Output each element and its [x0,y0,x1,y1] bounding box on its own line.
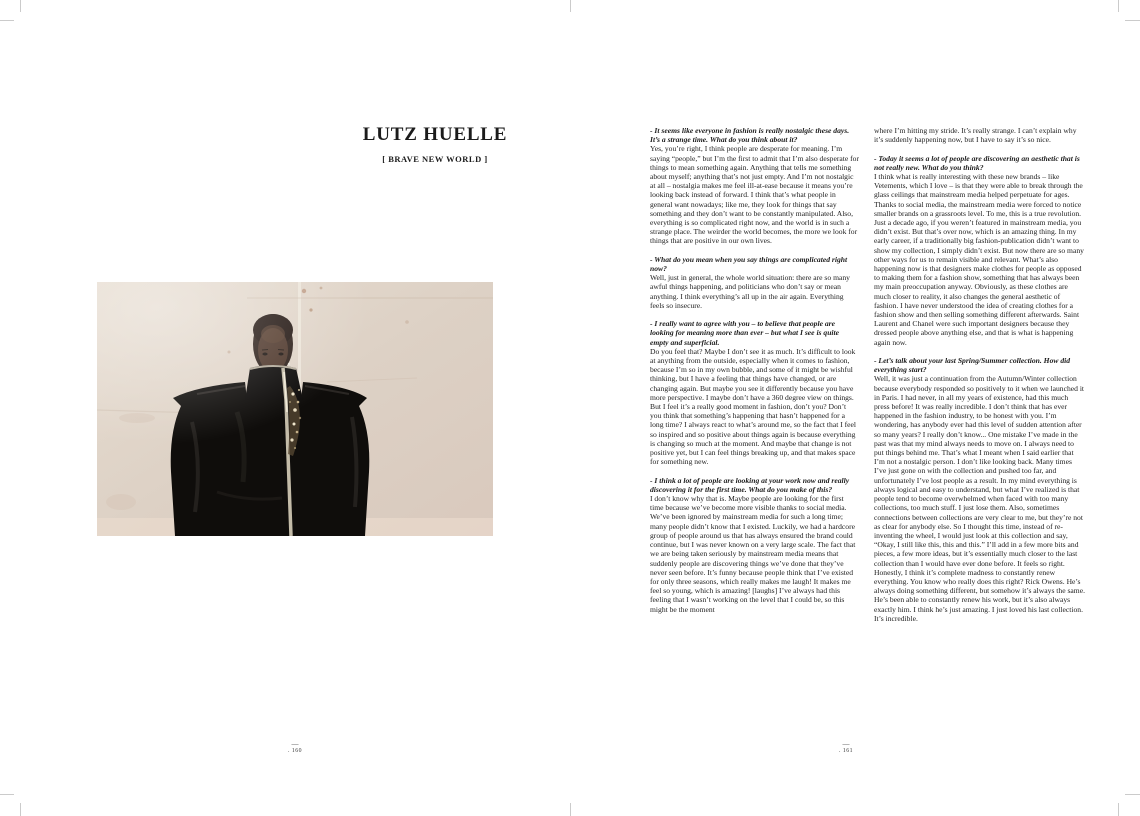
interview-answer: Yes, you’re right, I think people are desperate for meaning. I’m saying “people,” but I’m the first to admit that I’m also desperate for things to mean something again. Anything that tells me something about myself; anything that’s not just empty. And I’m not nostalgic at all – nostalgia makes me feel ill-at-ease because it means you’re looking back instead of forward. I think that’s what people in general want nowadays; like me, they look for things that say something and they don’t want to be constantly manipulated. Also, everything is so complicated right now, and the world is in such a strange place. The weirder the world becomes, the more we look for things that are positive in our own lives. [650,144,859,246]
interview-column-1 [650,126,859,614]
crop-mark [0,794,14,795]
editorial-photo [97,282,493,536]
interview-answer: Well, just in general, the whole world situation: there are so many awful things happening, and politicians who don’t say or mean anything. I think everything’s all up in the air again. Everything feels so insecure. [650,273,850,310]
interview-column-2 [874,126,1085,623]
folio-dash: — [291,740,299,748]
article-header [330,124,540,164]
crop-mark [1125,20,1140,21]
page-number: . 160 [287,748,303,754]
crop-mark [1118,0,1119,12]
interview-answer: I think what is really interesting with these new brands – like Vetements, which I love – is that they were able to break through the glass ceilings that mainstream media helped perpetuate for ages. Thanks to social media, the mainstream media were forced to notice smaller brands on a grassroots level. To me, this is a true revolution. Just a decade ago, if you weren’t featured in mainstream media, you didn’t exist. But that’s over now, which is an amazing thing. In my early career, if a traditionally big fashion-publication didn’t want to show my collection, I simply didn’t exist. But now there are so many other ways for us to remain visible and relevant. What’s also happening now is that designers make clothes for people as opposed to making them for a fashion show, something that has always been my main preoccupation anyway. Obviously, as these clothes are much closer to reality, it also changes the general aesthetic of fashion. I have never understood the idea of creating clothes for a fashion show and then selling something different afterwards. Saint Laurent and Chanel were such important designers because they dressed people above anything else, and that is what is happening again now. [874,172,1084,347]
interview-answer: Well, it was just a continuation from the Autumn/Winter collection because everybody responded so positively to it when we launched it in Paris. I had never, in all my years of existence, had this much press before! It was really incredible. I don’t think that has ever happened in the fashion industry, to be honest with you. I’m wondering, has anybody ever had this level of sudden attention after so many years? I really don’t know... One mistake I’ve made in the past was that my mind always needs to move on. I always need to put things behind me. That’s what I meant when I said earlier that I’m not a nostalgic person. I don’t like looking back. Many times I’ve just gone on with the collection and pushed too far, and unfortunately I’ve lost people as a result. In my mind everything is always logical and easy to understand, but what I’ve realized is that people tend to become overwhelmed when faced with too many collections, too much stuff. I just lose them. Also, sometimes connections between collections are very clear to me, but they’re not as clear for anybody else. So I thought this time, instead of re-inventing the wheel, I would just look at this collection and say, “Okay, I still like this, this and this.” I’ll add in a few more bits and pieces, a few more ideas, but it’s essentially much closer to the last collection than I would have ever done before. It feels so right. Honestly, I think it’s complete madness to constantly renew everything. You know who really does this right? Rick Owens. He’s always doing something different, but somehow it’s always the same. He’s been able to constantly renew his work, but it’s also always exactly him. I think he’s just amazing. I just loved his last collection. It’s incredible. [874,374,1085,623]
interview-answer: where I’m hitting my stride. It’s really strange. I can’t explain why it’s suddenly happening now, but I have to say it’s so nice. [874,126,1077,145]
interview-question: - I think a lot of people are looking at your work now and really discovering it for the first time. What do you make of this? [650,475,850,494]
editorial-photo-art [97,282,493,536]
crop-mark [20,803,21,816]
page-footer-right [823,741,869,755]
crop-mark [0,20,14,21]
crop-mark [570,0,571,12]
crop-mark [570,803,571,816]
interview-answer: Do you feel that? Maybe I don’t see it as much. It’s difficult to look at anything from the outside, especially when it comes to fashion, because I’m so in my own bubble, and some of it might be wishful thinking, but I have a feeling that things have changed, or are changing again. But maybe you see it differently because you have more perspective. I maybe don’t have a 360 degree view on things. But I feel it’s a really good moment in fashion, don’t you? Don’t you think that something’s happening that hasn’t happened for a long time? I always react to what’s around me, so the fact that I feel so inspired and so positive about things again is because everything is changing so much at the moment. And maybe that change is not positive yet, but I can feel things breaking up, and that makes space for something new. [650,346,857,467]
interview-question: - Let’s talk about your last Spring/Summer collection. How did everything start? [874,356,1071,375]
page-title: LUTZ HUELLE [362,124,508,145]
crop-mark [1118,803,1119,816]
interview-question: - What do you mean when you say things are complicated right now? [650,254,848,274]
page-number: . 161 [838,748,854,754]
page-footer-left [272,741,318,755]
interview-answer: I don’t know why that is. Maybe people are looking for the first time because we’ve become more visible thanks to social media. We’ve been ignored by mainstream media for such a long time; many people didn’t know that I existed. Luckily, we had a hardcore group of people around us that has always ensured the brand could continue, but I was never known on a very large scale. The fact that we are being taken seriously by mainstream media means that suddenly people are discovering things we’ve done that they’ve never seen before. It’s funny because people think that I’ve existed for only three seasons, which really makes me laugh! It makes me feel so young, which is amazing! [laughs] I’ve always had this feeling that I wasn’t working on the level that I could be, so this might be the moment [650,494,856,614]
crop-mark [1125,794,1140,795]
folio-dash: — [842,740,850,748]
interview-question: - I really want to agree with you – to believe that people are looking for meaning more than ever – but what I see is quite empty and superficial. [650,319,840,347]
interview-question: - Today it seems a lot of people are discovering an aesthetic that is not really new. What do you think? [874,153,1080,172]
interview-question: - It seems like everyone in fashion is really nostalgic these days. It’s a strange time. What do you think about it? [650,126,850,145]
crop-mark [20,0,21,12]
page-subtitle: [ BRAVE NEW WORLD ] [382,154,488,164]
